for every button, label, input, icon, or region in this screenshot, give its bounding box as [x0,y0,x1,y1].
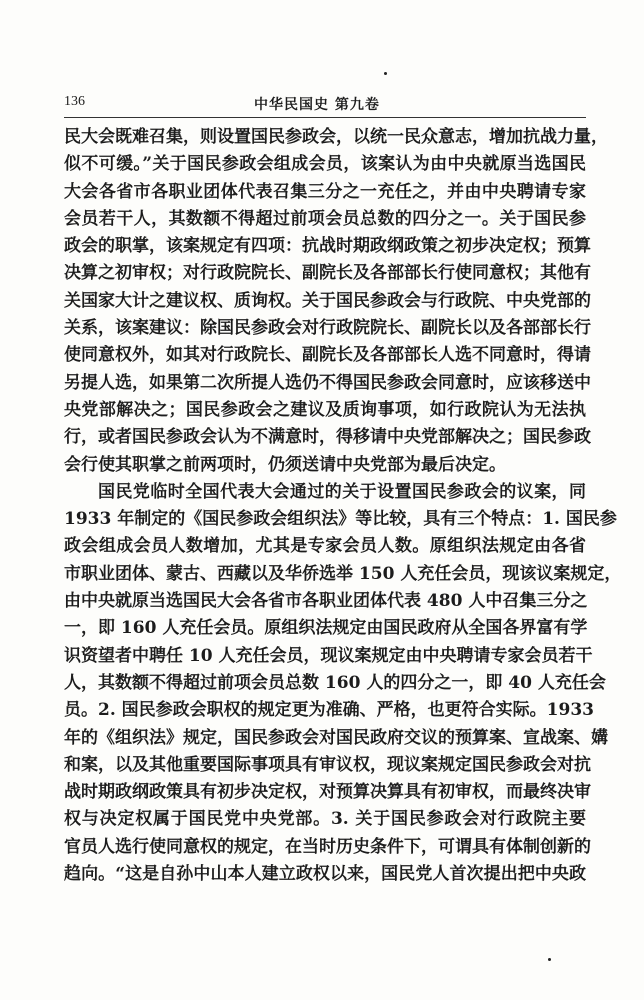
text-line: 似不可缓。”关于国民参政会组成会员，该案认为由中央就原当选国民 [64,154,586,175]
text-line: 民大会既难召集，则设置国民参政会，以统一民众意志，增加抗战力量， [64,127,608,147]
text-line: 会员若干人，其数额不得超过前项会员总数的四分之一。关于国民参 [64,208,586,229]
text-line: 会行使其职掌之前两项时，仍须送请中央党部为最后决定。 [64,454,506,475]
text-line: 1933 年制定的《国民参政会组织法》等比较，具有三个特点：1. 国民参 [64,509,617,530]
text-line: 市职业团体、蒙古、西藏以及华侨选举 150 人充任会员，现该议案规定， [64,563,622,584]
text-line: 政会组成会员人数增加，尤其是专家会员人数。原组织法规定由各省 [64,536,586,557]
text-line: 另提人选，如果第二次所提人选仍不得国民参政会同意时，应该移送中 [64,372,591,393]
text-line: 使同意权外，如其对行政院长、副院长及各部部长人选不同意时，得请 [64,345,591,366]
text-line: 决算之初审权；对行政院院长、副院长及各部部长行使同意权；其他有 [64,263,591,284]
text-line: 趋向。“这是自孙中山本人建立政权以来，国民党人首次提出把中央政 [64,864,586,885]
body-text [64,124,622,888]
text-line: 和案，以及其他重要国际事项具有审议权，现议案规定国民参政会对抗 [64,754,591,775]
header-rule [64,117,586,118]
text-line: 行，或者国民参政会认为不满意时，得移请中央党部解决之；国民参政 [64,427,591,448]
text-line: 官员人选行使同意权的规定，在当时历史条件下，可谓具有体制创新的 [64,836,591,857]
text-line: 年的《组织法》规定，国民参政会对国民政府交议的预算案、宣战案、媾 [64,727,608,748]
text-line: 识资望者中聘任 10 人充任会员，现议案规定由中央聘请专家会员若干 [64,645,593,666]
speck-mark [384,72,387,75]
text-line: 权与决定权属于国民党中央党部。3. 关于国民参政会对行政院主要 [64,809,586,830]
text-line: 一，即 160 人充任会员。原组织法规定由国民政府从全国各界富有学 [64,618,588,639]
text-line: 大会各省市各职业团体代表召集三分之一充任之，并由中央聘请专家 [64,181,586,202]
text-line: 政会的职掌，该案规定有四项：抗战时期政纲政策之初步决定权；预算 [64,236,591,257]
text-line: 人，其数额不得超过前项会员总数 160 人的四分之一，即 40 人充任会 [64,672,606,693]
text-line: 员。2. 国民参政会职权的规定更为准确、严格，也更符合实际。1933 [64,700,594,721]
text-line: 由中央就原当选国民大会各省市各职业团体代表 480 人中召集三分之 [64,591,588,612]
text-line: 央党部解决之；国民参政会之建议及质询事项，如行政院认为无法执 [64,399,586,420]
page-number: 136 [64,94,85,109]
text-line: 关国家大计之建议权、质询权。关于国民参政会与行政院、中央党部的 [64,290,591,311]
speck-mark [548,958,551,961]
text-line: 战时期政纲政策具有初步决定权，对预算决算具有初审权，而最终决审 [64,782,591,803]
paragraph-start-line: 国民党临时全国代表大会通过的关于设置国民参政会的议案，同 [98,481,586,502]
running-title: 中华民国史 第九卷 [254,97,380,113]
text-line: 关系，该案建议：除国民参政会对行政院院长、副院长以及各部部长行 [64,318,591,339]
page-header [64,94,584,116]
